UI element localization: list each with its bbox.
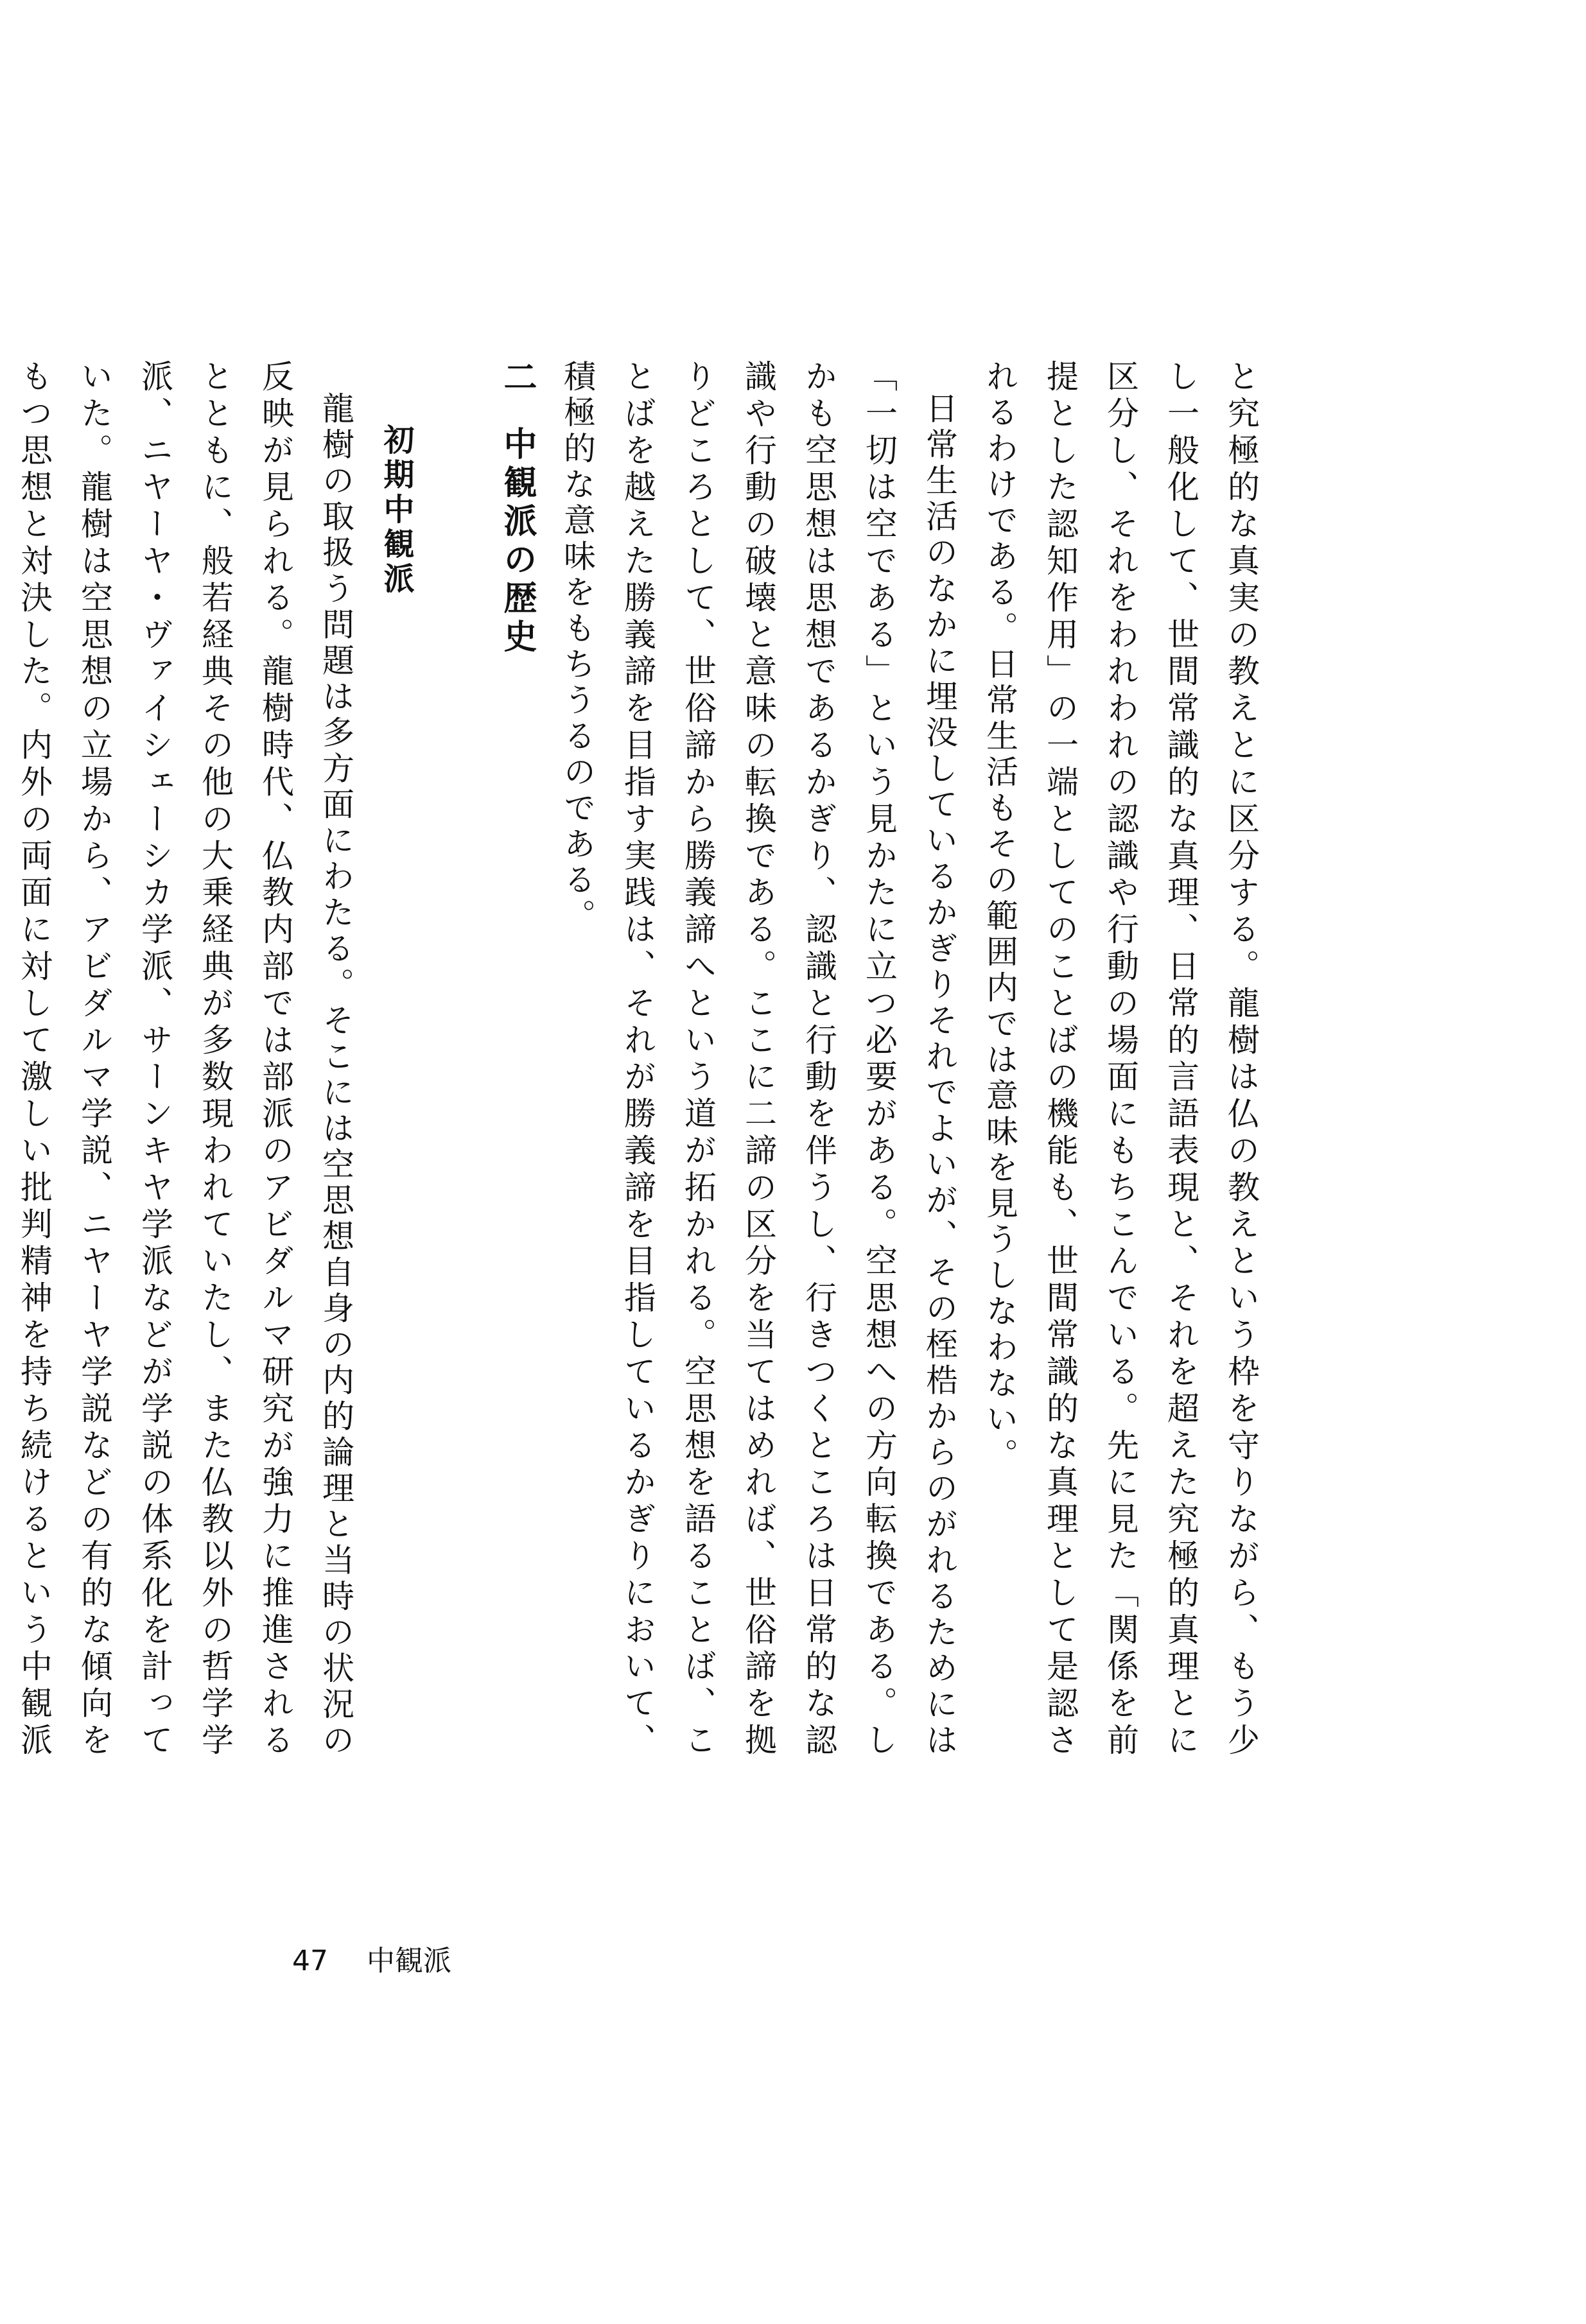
section-number: 二	[498, 360, 536, 398]
subsection-heading: 初期中観派	[378, 424, 414, 597]
page-body	[15, 360, 1271, 1759]
paragraph-1: と究極的な真実の教えとに区分する。龍樹は仏の教えという枠を守りながら、もう少し一般化して、世間常識的な真理、日常的言語表現と、それを超えた究極的真理とに区分し、それをわれわれの認識や行動の場面にもちこんでいる。先に見た「関係を前提とした認知作用」の一端としてのことばの機能も、世間常識的な真理として是認されるわけである。日常生活もその範囲内では意味を見うしなわない。	[981, 360, 1260, 1759]
page-number: 47	[292, 1945, 328, 1977]
section-title: 中観派の歴史	[498, 426, 536, 657]
paragraph-2: 日常生活のなかに埋没しているかぎりそれでよいが、その桎梏からのがれるためには「一切は空である」という見かたに立つ必要がある。空思想への方向転換である。しかも空思想は思想であるかぎり、認識と行動を伴うし、行きつくところは日常的な認識や行動の破壊と意味の転換である。ここに二諦の区分を当てはめれば、世俗諦を拠りどころとして、世俗諦から勝義諦へという道が拓かれる。空思想を語ることば、ことばを越えた勝義諦を目指す実践は、それが勝義諦を目指しているかぎりにおいて、積極的な意味をもちうるのである。	[559, 360, 958, 1759]
section-heading	[487, 360, 547, 1759]
running-title: 中観派	[367, 1945, 451, 1977]
page-footer	[292, 1938, 451, 1979]
paragraph-3: 龍樹の取扱う問題は多方面にわたる。そこには空思想自身の内的論理と当時の状況の反映が見られる。龍樹時代、仏教内部では部派のアビダルマ研究が強力に推進されるとともに、般若経典その他の大乗経典が多数現われていたし、また仏教以外の哲学学派、ニヤーヤ・ヴァイシェーシカ学派、サーンキヤ学派などが学説の体系化を計っていた。龍樹は空思想の立場から、アビダルマ学説、ニヤーヤ学説などの有的な傾向をもつ思想と対決した。内外の両面に対して激しい批判精神を持ち続けるという中観派	[15, 360, 354, 1759]
